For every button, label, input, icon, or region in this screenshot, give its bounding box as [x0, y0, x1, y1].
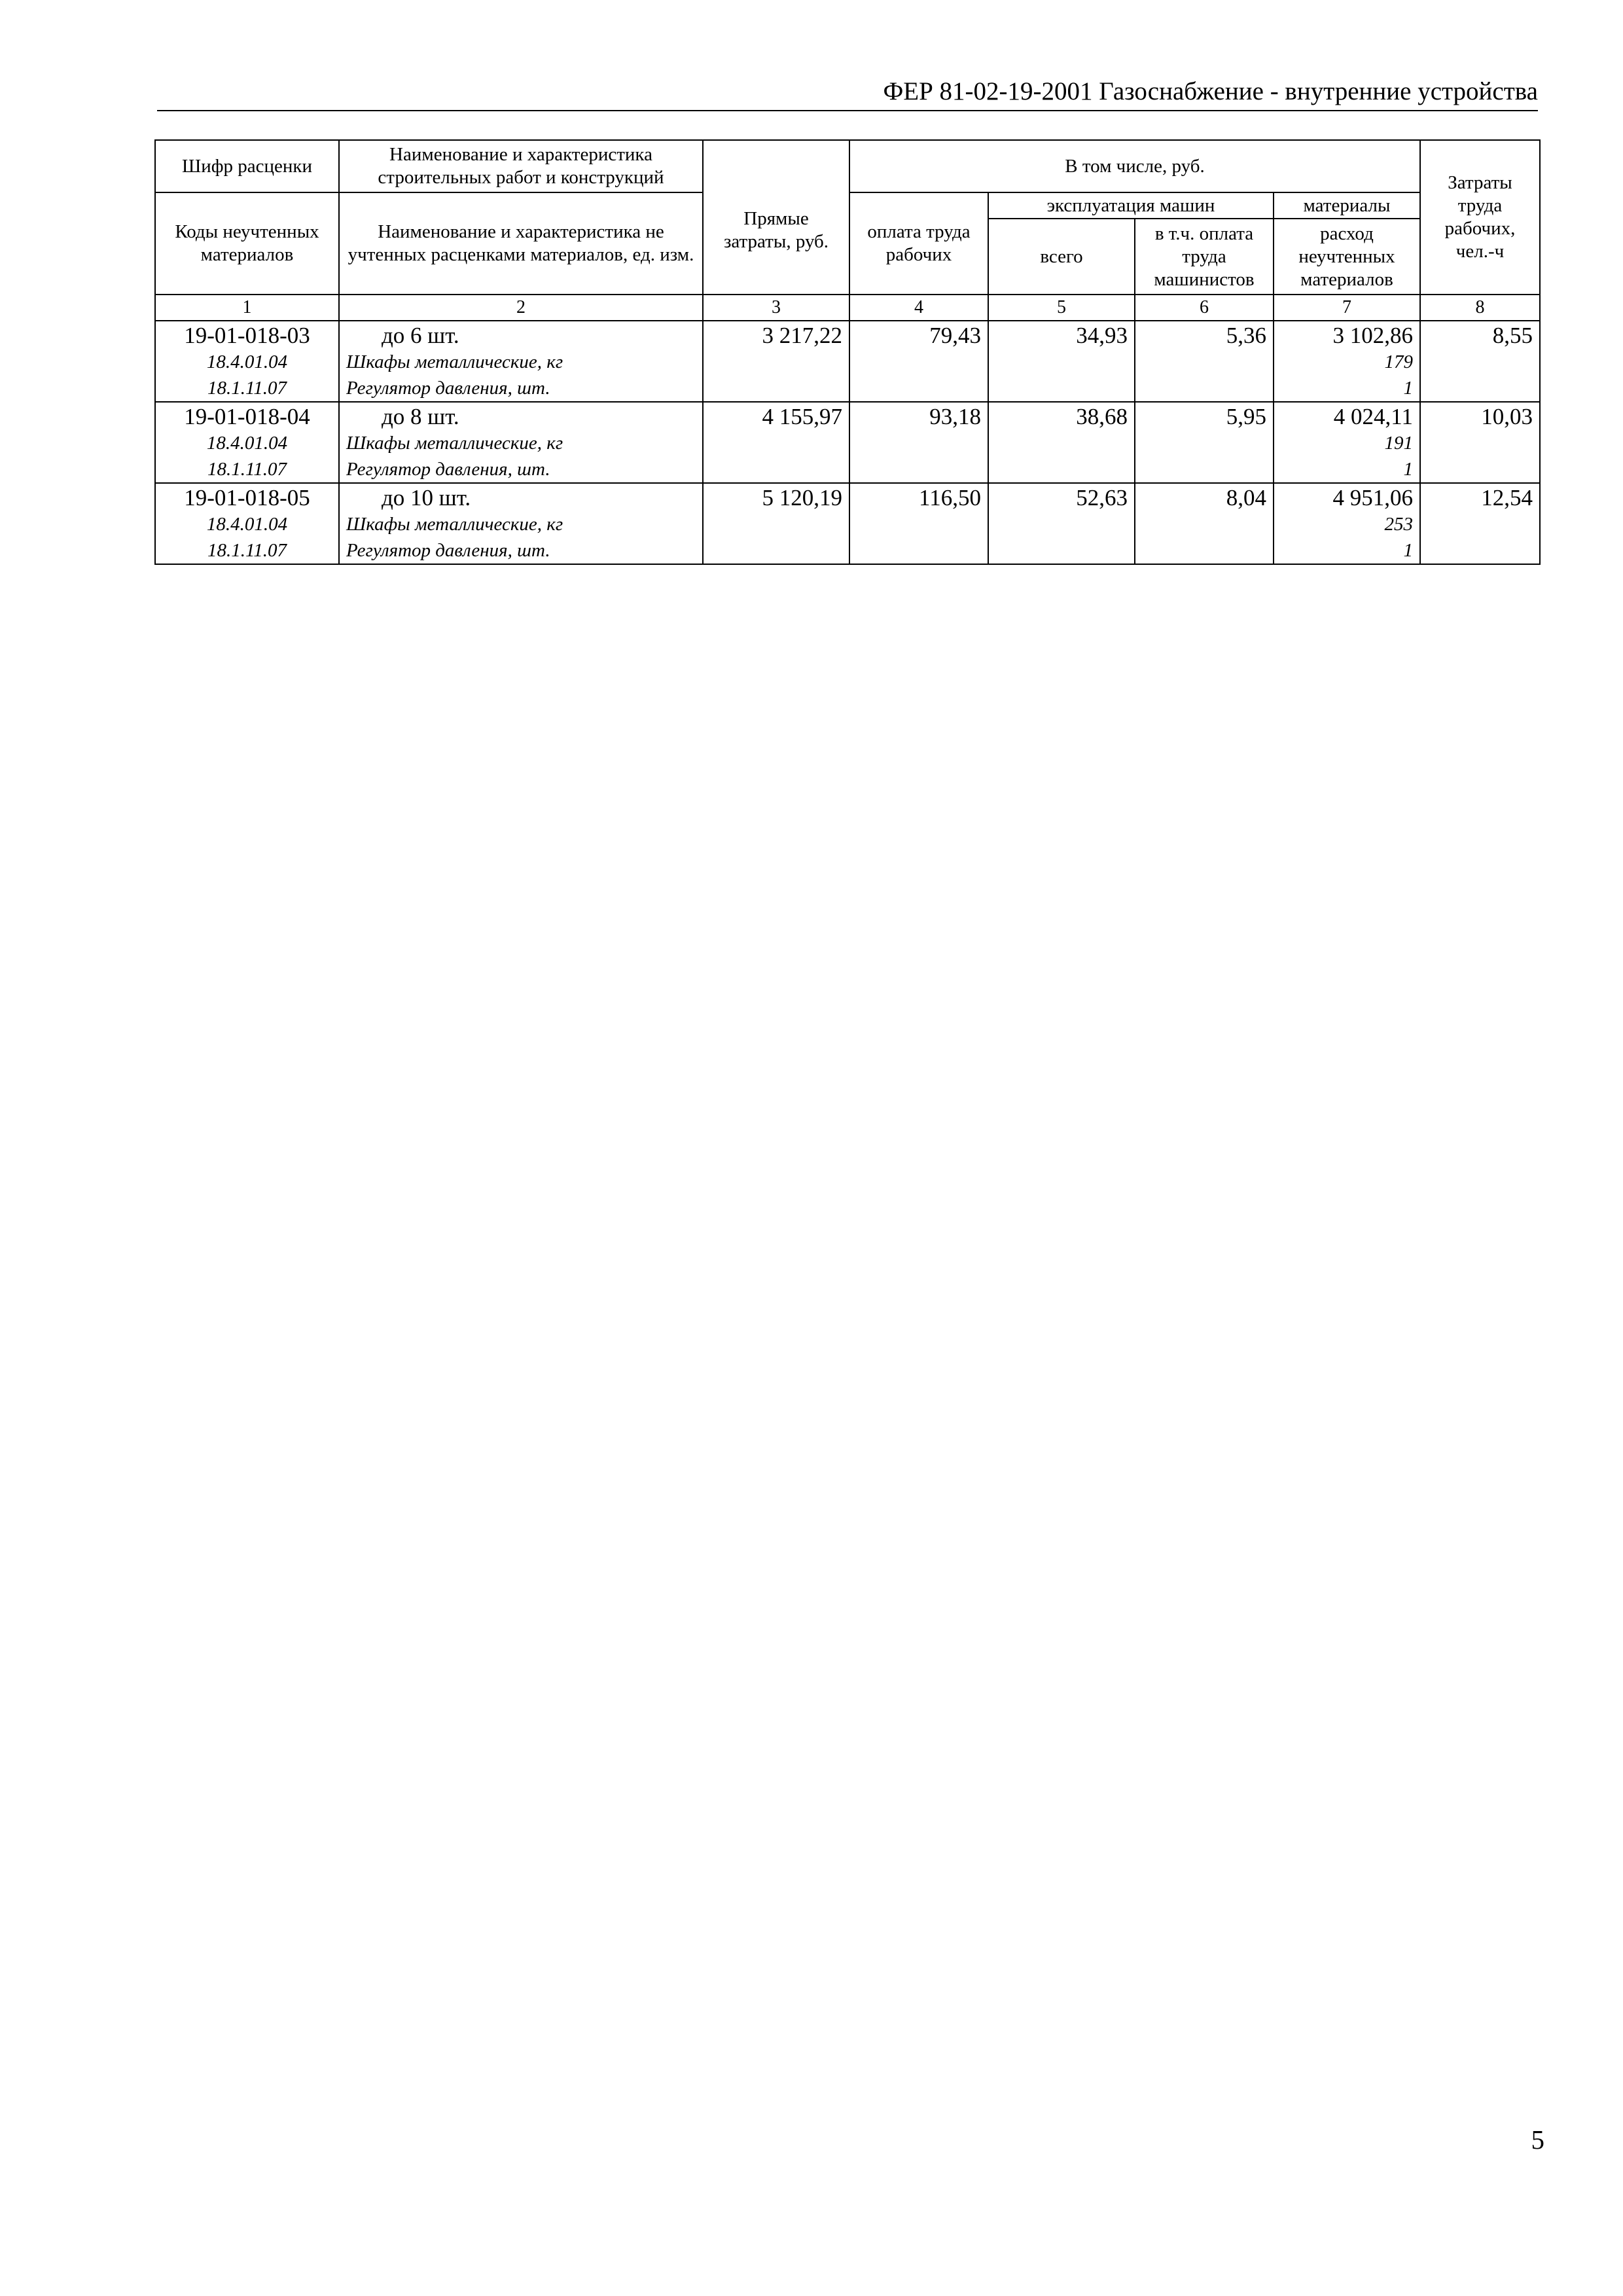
material-name: Шкафы металлические, кг [346, 514, 563, 535]
document-title: ФЕР 81-02-19-2001 Газоснабжение - внутренние устройства [883, 77, 1538, 105]
header-including: В том числе, руб. [849, 140, 1420, 192]
labor-pay-cell [849, 402, 988, 483]
column-number: 7 [1274, 295, 1420, 321]
work-name: до 8 шт. [382, 404, 459, 429]
labor-hours-cell [1420, 483, 1540, 564]
work-name-cell [339, 483, 703, 564]
materials-cost: 4 951,06 [1332, 485, 1413, 511]
header-material-codes: Коды неучтенных материалов [155, 192, 339, 295]
direct-cost-cell [703, 402, 849, 483]
header-materials: материалы [1274, 192, 1420, 219]
material-code: 18.1.11.07 [207, 378, 287, 399]
machines-total-cell [988, 321, 1135, 402]
rate-code-cell [155, 402, 339, 483]
materials-cell [1274, 402, 1420, 483]
material-qty: 191 [1384, 433, 1413, 454]
header-labor-pay: оплата труда рабочих [849, 192, 988, 295]
header-machines-total: всего [988, 219, 1135, 295]
rates-table [154, 139, 1541, 565]
header-machinist-pay: в т.ч. оплата труда машинистов [1135, 219, 1274, 295]
machines-total-cell [988, 483, 1135, 564]
labor-hours: 12,54 [1481, 485, 1533, 511]
material-qty: 253 [1384, 514, 1413, 535]
table-row [155, 402, 1540, 483]
machinist-pay-cell [1135, 402, 1274, 483]
machinist-pay-cell [1135, 483, 1274, 564]
material-qty: 1 [1403, 459, 1413, 480]
header-machines: эксплуатация машин [988, 192, 1274, 219]
work-name: до 6 шт. [382, 323, 459, 348]
column-number: 5 [988, 295, 1135, 321]
material-name: Регулятор давления, шт. [346, 459, 550, 480]
header-work-name: Наименование и характеристика строительных работ и конструкций [339, 140, 703, 192]
machinist-pay: 8,04 [1226, 485, 1266, 511]
rate-code: 19-01-018-05 [184, 485, 310, 511]
labor-pay: 116,50 [919, 485, 981, 511]
column-number: 1 [155, 295, 339, 321]
direct-cost: 5 120,19 [762, 485, 842, 511]
material-code: 18.4.01.04 [206, 351, 288, 372]
material-code: 18.1.11.07 [207, 540, 287, 561]
column-numbers-row [155, 295, 1540, 321]
header-direct-cost: Прямые затраты, руб. [703, 140, 849, 295]
material-code: 18.4.01.04 [206, 433, 288, 454]
material-qty: 1 [1403, 378, 1413, 399]
labor-pay-cell [849, 483, 988, 564]
labor-pay: 93,18 [929, 404, 981, 429]
direct-cost-cell [703, 483, 849, 564]
materials-cell [1274, 321, 1420, 402]
rate-code: 19-01-018-03 [184, 323, 310, 348]
header-material-names: Наименование и характеристика не учтенных расценками материалов, ед. изм. [339, 192, 703, 295]
machines-total-cell [988, 402, 1135, 483]
column-number: 3 [703, 295, 849, 321]
column-number: 8 [1420, 295, 1540, 321]
column-number: 2 [339, 295, 703, 321]
material-qty: 179 [1384, 351, 1413, 372]
table-row [155, 483, 1540, 564]
header-cipher: Шифр расценки [155, 140, 339, 192]
materials-cost: 3 102,86 [1332, 323, 1413, 348]
machinist-pay-cell [1135, 321, 1274, 402]
machines-total: 52,63 [1076, 485, 1128, 511]
material-code: 18.4.01.04 [206, 514, 288, 535]
material-name: Регулятор давления, шт. [346, 540, 550, 561]
machinist-pay: 5,95 [1226, 404, 1266, 429]
page-header [157, 73, 1538, 111]
material-code: 18.1.11.07 [207, 459, 287, 480]
work-name-cell [339, 321, 703, 402]
table-row [155, 321, 1540, 402]
direct-cost: 4 155,97 [762, 404, 842, 429]
page-number: 5 [1531, 2125, 1544, 2155]
material-name: Шкафы металлические, кг [346, 433, 563, 454]
header-unaccounted-materials: расход неучтенных материалов [1274, 219, 1420, 295]
labor-pay-cell [849, 321, 988, 402]
column-number: 4 [849, 295, 988, 321]
materials-cell [1274, 483, 1420, 564]
machines-total: 34,93 [1076, 323, 1128, 348]
labor-hours: 10,03 [1481, 404, 1533, 429]
materials-cost: 4 024,11 [1333, 404, 1413, 429]
labor-hours: 8,55 [1492, 323, 1533, 348]
header-labor-hours: Затраты труда рабочих, чел.-ч [1420, 140, 1540, 295]
material-name: Регулятор давления, шт. [346, 378, 550, 399]
rate-code-cell [155, 483, 339, 564]
labor-pay: 79,43 [929, 323, 981, 348]
machinist-pay: 5,36 [1226, 323, 1266, 348]
column-number: 6 [1135, 295, 1274, 321]
labor-hours-cell [1420, 321, 1540, 402]
labor-hours-cell [1420, 402, 1540, 483]
direct-cost-cell [703, 321, 849, 402]
machines-total: 38,68 [1076, 404, 1128, 429]
direct-cost: 3 217,22 [762, 323, 842, 348]
rate-code-cell [155, 321, 339, 402]
rate-code: 19-01-018-04 [184, 404, 310, 429]
material-qty: 1 [1403, 540, 1413, 561]
work-name: до 10 шт. [382, 485, 471, 511]
work-name-cell [339, 402, 703, 483]
material-name: Шкафы металлические, кг [346, 351, 563, 372]
